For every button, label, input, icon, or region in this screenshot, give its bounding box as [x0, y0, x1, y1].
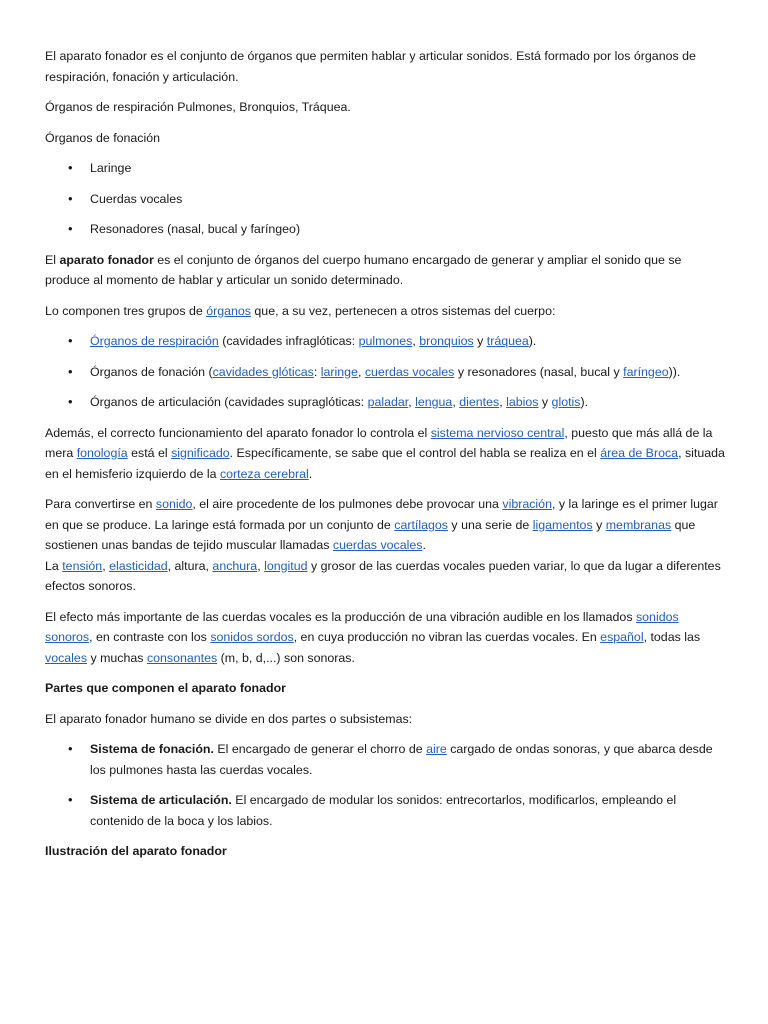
text-span: , — [357, 364, 365, 379]
link-lengua[interactable]: lengua — [415, 395, 453, 409]
link-elasticidad[interactable]: elasticidad — [109, 558, 168, 573]
text-span: , en contraste con los — [89, 630, 211, 644]
text-span: El encargado de modular los sonidos: entrecortarlos, modificarlos, empleando el contenido de la boca y los labios. — [90, 793, 677, 828]
text-span: que, a su vez, pertenecen a otros sistemas del cuerpo: — [250, 303, 556, 318]
intro-paragraph: El aparato fonador es el conjunto de órganos que permiten hablar y articular sonidos. Está formado por los órganos de respiración, fonación y articulación. — [45, 49, 696, 84]
control-paragraph — [45, 423, 725, 485]
organ-groups-list — [45, 331, 725, 413]
text-span: , — [499, 395, 507, 409]
text-span: El encargado de generar el chorro de — [213, 742, 427, 756]
link-traquea[interactable]: tráquea — [486, 334, 529, 348]
link-cuerdas-vocales[interactable]: cuerdas vocales — [364, 364, 455, 379]
text-span: y — [538, 395, 552, 409]
text-span: ). — [528, 334, 537, 348]
link-faringeo[interactable]: faríngeo — [623, 364, 669, 379]
text-span: , — [412, 334, 420, 348]
section-heading-illustration: Ilustración del aparato fonador — [45, 844, 227, 858]
text-span: y — [473, 334, 487, 348]
list-item — [90, 392, 725, 413]
link-cartilagos[interactable]: cartílagos — [394, 517, 448, 532]
link-longitud[interactable]: longitud — [264, 558, 308, 573]
bold-term: Sistema de fonación. — [90, 742, 214, 756]
phonation-organs-list — [45, 158, 725, 240]
list-item — [90, 331, 725, 352]
link-aire[interactable]: aire — [426, 742, 447, 756]
text-span: , el aire procedente de los pulmones debe provocar una — [192, 497, 503, 511]
document-body — [45, 46, 725, 872]
text-span: , — [408, 395, 416, 409]
link-bronquios[interactable]: bronquios — [419, 334, 474, 348]
text-span: y resonadores (nasal, bucal y — [454, 364, 624, 379]
link-labios[interactable]: labios — [506, 395, 539, 409]
text-span: y una serie de — [447, 517, 533, 532]
subsystems-paragraph: El aparato fonador humano se divide en dos partes o subsistemas: — [45, 711, 413, 726]
text-span: , — [102, 558, 110, 573]
link-ligamentos[interactable]: ligamentos — [532, 517, 593, 532]
text-span: cargado de ondas sonoras, y que abarca desde los pulmones hasta las cuerdas vocales. — [90, 742, 713, 777]
text-span: El efecto más importante de las cuerdas vocales es la producción de una vibración audible en los llamados — [45, 609, 636, 624]
text-span: está el — [127, 446, 172, 460]
text-span: , todas las — [643, 630, 701, 644]
list-item — [90, 362, 725, 383]
text-span: que sostienen unas bandas de tejido muscular llamadas — [45, 517, 696, 552]
link-vibracion[interactable]: vibración — [502, 497, 552, 511]
link-organos-respiracion[interactable]: Órganos de respiración — [90, 334, 219, 348]
text-span: . — [422, 538, 426, 552]
link-cuerdas-vocales[interactable]: cuerdas vocales — [332, 538, 423, 552]
text-span: (cavidades infraglóticas: — [218, 334, 359, 348]
text-span: , — [257, 558, 265, 573]
link-glotis[interactable]: glotis — [551, 395, 581, 409]
text-span: La — [45, 558, 63, 573]
link-corteza-cerebral[interactable]: corteza cerebral — [219, 466, 309, 481]
link-espanol[interactable]: español — [600, 630, 644, 644]
list-item — [90, 790, 725, 831]
definition-paragraph — [45, 250, 725, 291]
text-span: , altura, — [167, 558, 213, 573]
phonation-organs-line: Órganos de fonación — [45, 130, 161, 145]
text-span: es el conjunto de órganos del cuerpo humano encargado de generar y ampliar el sonido que se produce al momento de hablar y articular un sonido determinado. — [45, 252, 682, 287]
text-span: ). — [580, 395, 589, 409]
text-span: , situada en el hemisferio izquierdo de la — [45, 446, 725, 481]
list-item: • Cuerdas vocales — [90, 189, 725, 210]
link-cavidades-gloticas[interactable]: cavidades glóticas — [212, 364, 314, 379]
respiration-organs-line: Órganos de respiración Pulmones, Bronquios, Tráquea. — [45, 100, 351, 114]
text-span: , puesto que más allá de la mera — [45, 425, 713, 460]
text-span: . — [308, 466, 313, 481]
text-span: Además, el correcto funcionamiento del aparato fonador lo controla el — [45, 425, 431, 440]
link-tension[interactable]: tensión — [62, 558, 103, 573]
groups-paragraph — [45, 301, 725, 322]
list-item: • Resonadores (nasal, bucal y faríngeo) — [90, 219, 725, 240]
link-significado[interactable]: significado — [171, 446, 230, 460]
text-span: El — [45, 252, 60, 267]
text-span: y muchas — [87, 650, 147, 665]
list-item — [90, 739, 725, 780]
link-dientes[interactable]: dientes — [459, 395, 500, 409]
list-item: • Laringe — [90, 158, 725, 179]
link-consonantes[interactable]: consonantes — [146, 650, 218, 665]
text-span: Lo componen tres grupos de — [45, 303, 207, 318]
link-membranas[interactable]: membranas — [605, 517, 672, 532]
link-sistema-nervioso-central[interactable]: sistema nervioso central — [430, 425, 565, 440]
text-span: y — [592, 517, 606, 532]
vocal-cords-paragraph — [45, 607, 725, 669]
text-span: Órganos de articulación (cavidades supraglóticas: — [90, 395, 368, 409]
link-area-de-broca[interactable]: área de Broca — [600, 446, 679, 460]
text-span: : — [313, 364, 321, 379]
link-sonidos-sordos[interactable]: sonidos sordos — [210, 630, 294, 644]
text-span: Para convertirse en — [45, 497, 156, 511]
text-span: , y la laringe es el primer lugar en que se produce. La laringe está formada por un conjunto de — [45, 497, 718, 532]
link-anchura[interactable]: anchura — [212, 558, 258, 573]
sound-paragraph — [45, 494, 725, 597]
link-organos[interactable]: órganos — [206, 303, 251, 318]
text-span: )). — [668, 364, 681, 379]
text-span: , — [452, 395, 460, 409]
link-sonidos-sonoros[interactable]: sonidos sonoros — [45, 609, 679, 644]
link-paladar[interactable]: paladar — [367, 395, 409, 409]
link-sonido[interactable]: sonido — [155, 497, 193, 511]
link-vocales[interactable]: vocales — [45, 650, 88, 665]
text-span: (m, b, d,...) son sonoras. — [217, 650, 355, 665]
section-heading-parts: Partes que componen el aparato fonador — [45, 681, 286, 695]
subsystems-list — [45, 739, 725, 831]
text-span: y grosor de las cuerdas vocales pueden variar, lo que da lugar a diferentes efectos sonoros. — [45, 558, 721, 593]
link-pulmones[interactable]: pulmones — [358, 334, 413, 348]
link-laringe[interactable]: laringe — [320, 364, 358, 379]
text-span: , en cuya producción no vibran las cuerdas vocales. En — [293, 630, 601, 644]
text-span: Órganos de fonación ( — [90, 364, 213, 379]
text-span: . Específicamente, se sabe que el control del habla se realiza en el — [229, 446, 601, 460]
link-fonologia[interactable]: fonología — [76, 446, 128, 460]
bold-term: Sistema de articulación. — [90, 793, 232, 807]
bold-term: aparato fonador — [59, 252, 154, 267]
